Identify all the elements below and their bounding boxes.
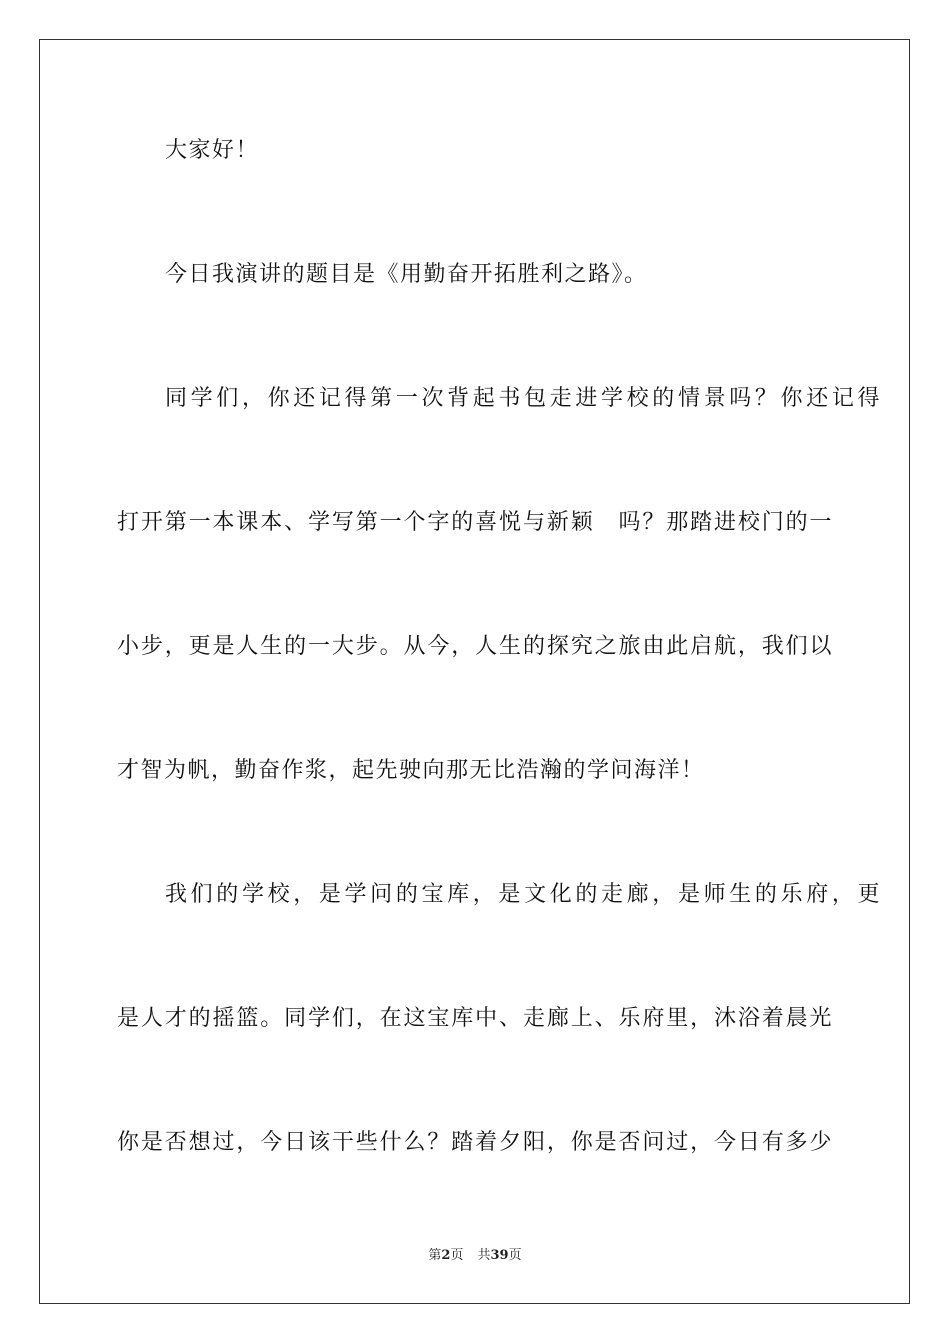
paragraph-line: 你是否想过，今日该干些什么？踏着夕阳，你是否问过，今日有多少 bbox=[117, 1130, 833, 1155]
paragraph-line: 才智为帆，勤奋作浆，起先驶向那无比浩瀚的学问海洋！ bbox=[117, 758, 705, 783]
total-prefix: 共 bbox=[477, 1248, 491, 1263]
paragraph-line: 打开第一本课本、学写第一个字的喜悦与新颖 吗？那踏进校门的一 bbox=[117, 510, 833, 535]
page-footer bbox=[0, 1247, 950, 1265]
paragraph-line: 我们的学校，是学问的宝库，是文化的走廊，是师生的乐府，更 bbox=[165, 882, 881, 907]
paragraph-line: 小步，更是人生的一大步。从今，人生的探究之旅由此启航，我们以 bbox=[117, 634, 833, 659]
paragraph-line: 今日我演讲的题目是《用勤奋开拓胜利之路》。 bbox=[165, 262, 648, 287]
page-number: 2 bbox=[441, 1248, 451, 1263]
paragraph-line: 大家好！ bbox=[165, 138, 260, 163]
page-border bbox=[39, 39, 910, 1304]
total-pages: 39 bbox=[490, 1248, 509, 1263]
page-prefix: 第 bbox=[428, 1248, 442, 1263]
paragraph-line: 同学们，你还记得第一次背起书包走进学校的情景吗？你还记得 bbox=[165, 386, 881, 411]
total-suffix: 页 bbox=[508, 1248, 522, 1263]
paragraph-line: 是人才的摇篮。同学们，在这宝库中、走廊上、乐府里，沐浴着晨光 bbox=[117, 1006, 833, 1031]
page-suffix: 页 bbox=[450, 1248, 464, 1263]
